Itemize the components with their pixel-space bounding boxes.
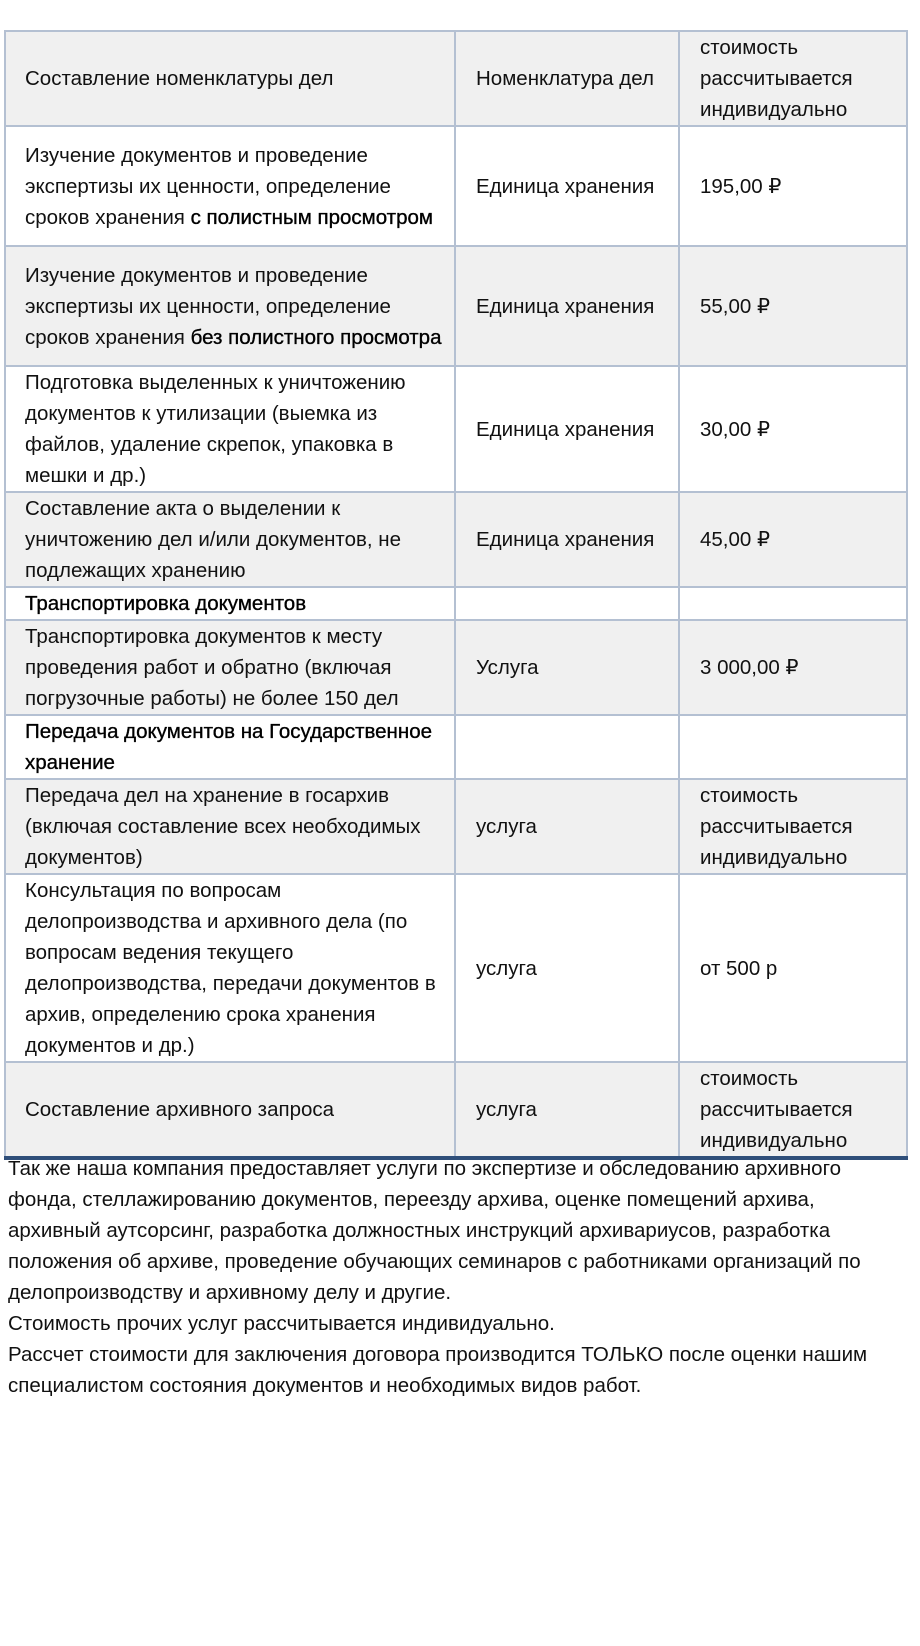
price-cell: от 500 р — [679, 874, 907, 1062]
service-text: Изучение документов и проведение экспертизы их ценности, определение сроков хранения — [25, 263, 391, 349]
service-cell — [5, 874, 455, 1062]
unit-cell: Единица хранения — [455, 366, 679, 492]
section-title-cell — [5, 715, 455, 779]
section-header-row — [5, 587, 907, 620]
service-text: Консультация по вопросам делопроизводства и архивного дела (по вопросам ведения текущего делопроизводства, передачи документов в архив, определению срока хранения документов и др.) — [25, 879, 436, 1057]
unit-cell: услуга — [455, 779, 679, 874]
table-row — [5, 779, 907, 874]
service-text: Составление акта о выделении к уничтожению дел и/или документов, не подлежащих хранению — [25, 497, 401, 582]
unit-cell: Номенклатура дел — [455, 31, 679, 126]
table-row — [5, 874, 907, 1062]
table-row — [5, 366, 907, 492]
price-cell: стоимость рассчитывается индивидуально — [679, 1062, 907, 1158]
price-cell: 30,00 ₽ — [679, 366, 907, 492]
table-row — [5, 31, 907, 126]
section-header-row — [5, 715, 907, 779]
notes-paragraph: Так же наша компания предоставляет услуги по экспертизе и обследованию архивного фонда, стеллажированию документов, переезду архива, оценке помещений архива, архивный аутсорсинг, разработка должностных инструкций архивариусов, разработка положения об архиве, проведение обучающих семинаров с работниками организаций по делопроизводству и архивному делу и другие. — [8, 1157, 861, 1304]
service-text-emphasis: Транспортировка документов — [25, 592, 307, 615]
unit-cell: услуга — [455, 1062, 679, 1158]
service-text-emphasis: Передача документов на Государственное хранение — [25, 720, 432, 774]
service-cell — [5, 779, 455, 874]
price-cell — [679, 715, 907, 779]
service-text: Транспортировка документов к месту проведения работ и обратно (включая погрузочные работы) не более 150 дел — [25, 625, 399, 710]
notes-block — [8, 1153, 908, 1401]
service-cell — [5, 366, 455, 492]
price-table — [4, 30, 908, 1160]
price-cell: 3 000,00 ₽ — [679, 620, 907, 715]
unit-cell: услуга — [455, 874, 679, 1062]
notes-paragraph: Рассчет стоимости для заключения договора производится ТОЛЬКО после оценки нашим специалистом состояния документов и необходимых видов работ. — [8, 1343, 868, 1397]
unit-cell — [455, 587, 679, 620]
section-title-cell — [5, 587, 455, 620]
price-cell: стоимость рассчитывается индивидуально — [679, 31, 907, 126]
service-cell — [5, 1062, 455, 1158]
table-row — [5, 126, 907, 246]
price-cell — [679, 587, 907, 620]
price-cell: 195,00 ₽ — [679, 126, 907, 246]
service-cell — [5, 126, 455, 246]
table-row — [5, 246, 907, 366]
unit-cell: Услуга — [455, 620, 679, 715]
price-cell: стоимость рассчитывается индивидуально — [679, 779, 907, 874]
service-cell — [5, 620, 455, 715]
table-row — [5, 492, 907, 587]
service-text: Составление архивного запроса — [25, 1098, 335, 1121]
service-cell — [5, 246, 455, 366]
service-text-emphasis: с полистным просмотром — [190, 205, 433, 229]
service-cell — [5, 31, 455, 126]
service-cell — [5, 492, 455, 587]
service-text: Передача дел на хранение в госархив (включая составление всех необходимых документов) — [25, 784, 421, 869]
unit-cell — [455, 715, 679, 779]
unit-cell: Единица хранения — [455, 492, 679, 587]
table-row — [5, 620, 907, 715]
unit-cell: Единица хранения — [455, 246, 679, 366]
price-table-body — [5, 31, 907, 1158]
table-row — [5, 1062, 907, 1158]
service-text: Изучение документов и проведение экспертизы их ценности, определение сроков хранения — [25, 143, 391, 229]
notes-paragraph: Стоимость прочих услуг рассчитывается индивидуально. — [8, 1312, 555, 1335]
service-text-emphasis: без полистного просмотра — [190, 325, 442, 349]
price-cell: 55,00 ₽ — [679, 246, 907, 366]
unit-cell: Единица хранения — [455, 126, 679, 246]
price-cell: 45,00 ₽ — [679, 492, 907, 587]
service-text: Составление номенклатуры дел — [25, 67, 334, 90]
service-text: Подготовка выделенных к уничтожению документов к утилизации (выемка из файлов, удаление скрепок, упаковка в мешки и др.) — [25, 371, 406, 487]
